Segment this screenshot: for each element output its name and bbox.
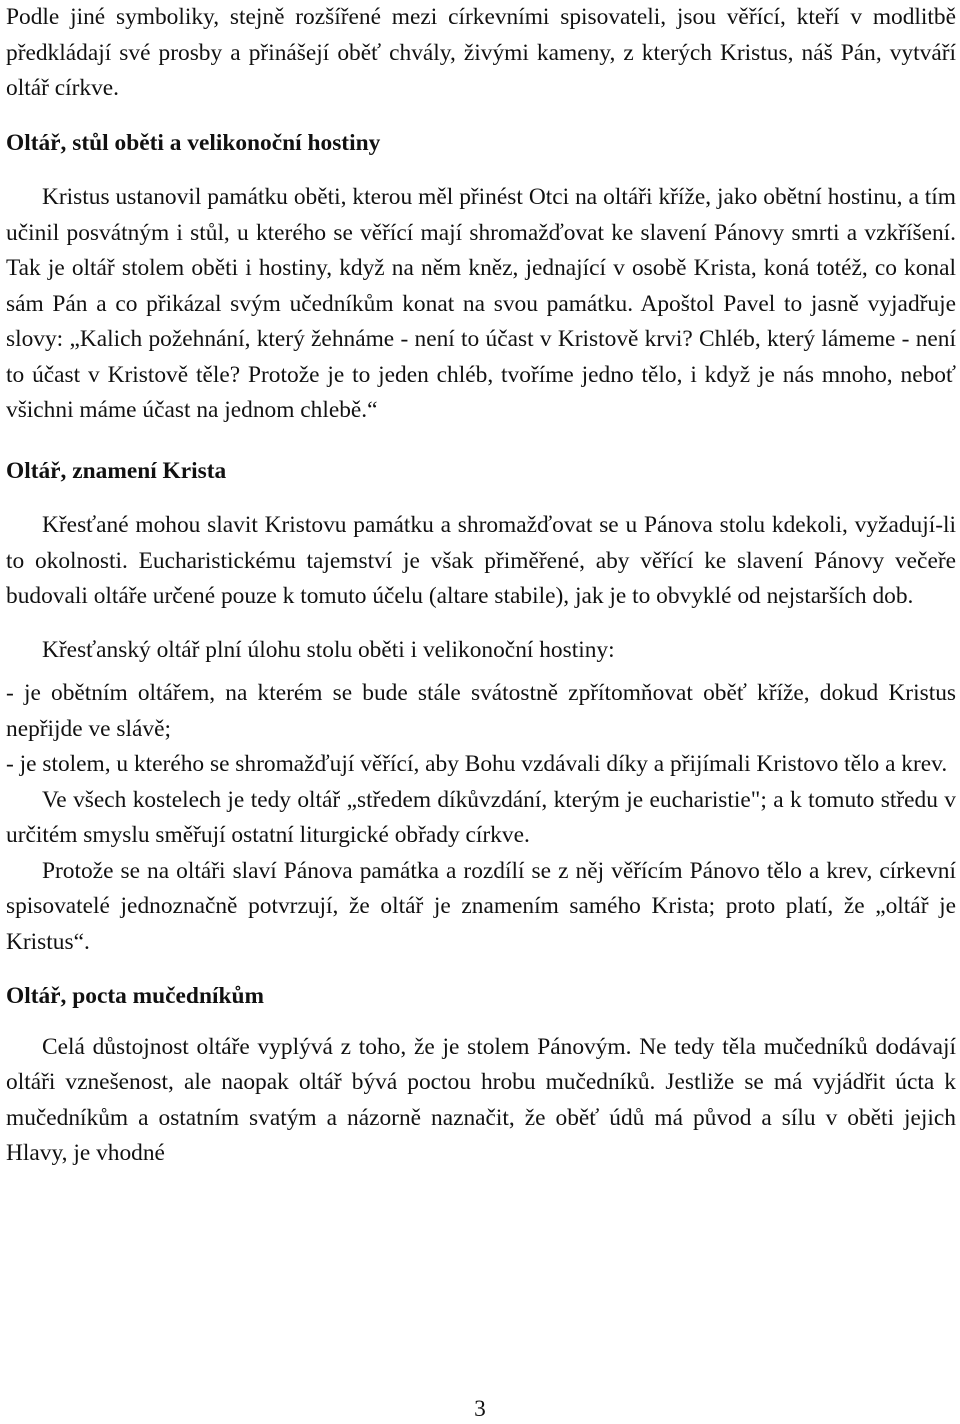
section3-paragraph: Celá důstojnost oltáře vyplývá z toho, že je stolem Pánovým. Ne tedy těla mučedníků dodávají oltáři vznešenost, ale naopak oltář bývá poctou hrobu mučedníků. Jestliže se má vyjádřit úcta k mučedníkům a ostatním svatým a názorně naznačit, že oběť údů má původ a sílu v oběti jejich Hlavy, je vhodné xyxy=(6,1033,956,1166)
section-heading-altar-table: Oltář, stůl oběti a velikonoční hostiny xyxy=(6,129,381,156)
section2-paragraph-3: Ve všech kostelech je tedy oltář „středem díkůvzdání, kterým je eucharistie"; a k tomuto středu v určitém smyslu směřují ostatní liturgické obřady církve. xyxy=(6,786,956,848)
section2-paragraph-2: Křesťanský oltář plní úlohu stolu oběti i velikonoční hostiny: xyxy=(42,636,615,663)
page-number: 3 xyxy=(474,1396,486,1422)
section2-list-item-2: - je stolem, u kterého se shromažďují věřící, aby Bohu vzdávali díky a přijímali Kristovo tělo a krev. xyxy=(6,751,948,777)
section2-paragraph-1: Křesťané mohou slavit Kristovu památku a shromažďovat se u Pánova stolu kdekoli, vyžadují-li to okolnosti. Eucharistickému tajemství je však přiměřené, aby věřící ke slavení Pánovy večeře budovali oltáře určené pouze k tomuto účelu (altare stabile), jak je to obvyklé od nejstarších dob. xyxy=(6,512,956,609)
intro-paragraph: Podle jiné symboliky, stejně rozšířené mezi církevními spisovateli, jsou věřící, kteří v modlitbě předkládají své prosby a přinášejí oběť chvály, živými kameny, z kterých Kristus, náš Pán, vytváří oltář církve. xyxy=(6,4,956,101)
section-heading-altar-martyrs: Oltář, pocta mučedníkům xyxy=(6,983,264,1009)
section2-paragraph-4: Protože se na oltáři slaví Pánova památka a rozdílí se z něj věřícím Pánovo tělo a krev, církevní spisovatelé jednoznačně potvrzují, že oltář je znamením samého Krista; proto platí, že „oltář je Kristus“. xyxy=(6,857,956,955)
section1-paragraph: Kristus ustanovil památku oběti, kterou měl přinést Otci na oltáři kříže, jako obětní hostinu, a tím učinil posvátným i stůl, u kterého se věřící mají shromažďovat ke slavení Pánovy smrti a vzkříšení. Tak je oltář stolem oběti i hostiny, když na něm kněz, jednající v osobě Krista, koná totéž, co konal sám Pán a co přikázal svým učedníkům konat na svou památku. Apoštol Pavel to jasně vyjadřuje slovy: „Kalich požehnání, který žehnáme - není to účast v Kristově krvi? Chléb, který lámeme - není to účast v Kristově těle? Protože je to jeden chléb, tvoříme jedno tělo, i když je nás mnoho, neboť všichni máme účast na jednom chlebě.“ xyxy=(6,184,956,423)
section-heading-altar-sign: Oltář, znamení Krista xyxy=(6,457,227,484)
section2-list-item-1: - je obětním oltářem, na kterém se bude stále svátostně zpřítomňovat oběť kříže, dokud Kristus nepřijde ve slávě; xyxy=(6,680,956,742)
document-page xyxy=(6,0,956,1172)
